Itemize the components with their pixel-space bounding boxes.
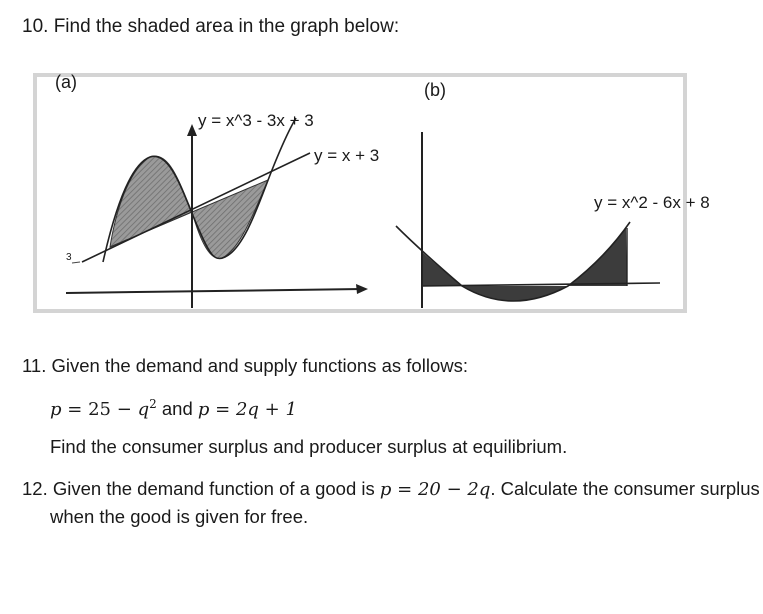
panel-a-axis-mark: 3 — [66, 252, 72, 263]
question-12-line2: when the good is given for free. — [50, 506, 309, 527]
question-11-instruction: Find the consumer surplus and producer surplus at equilibrium. — [50, 436, 568, 457]
supply-function: p = 2q + 1 — [197, 399, 297, 420]
panel-a-x-arrow — [356, 284, 368, 294]
panel-a-line-label: y = x + 3 — [314, 146, 380, 165]
question-12-text-before: 12. Given the demand function of a good is — [22, 478, 380, 499]
panel-a-y-arrow — [187, 124, 197, 136]
panel-a-shaded-left — [110, 156, 192, 247]
panel-a-x-axis — [66, 289, 362, 293]
question-11-functions — [50, 397, 297, 420]
question-12-text-after: . Calculate the consumer surplus — [490, 478, 760, 499]
and-word: and — [161, 398, 193, 419]
panel-b-graph — [396, 132, 660, 308]
panel-a-label: (a) — [55, 72, 77, 92]
panel-b-label: (b) — [424, 80, 446, 100]
question-10: 10. Find the shaded area in the graph below: — [22, 16, 400, 37]
question-12-formula: p = 20 − 2q — [379, 479, 491, 500]
panel-a-curve-label: y = x^3 - 3x + 3 — [198, 111, 314, 130]
panel-a-line — [82, 153, 310, 262]
panel-b-curve-label: y = x^2 - 6x + 8 — [594, 193, 710, 212]
question-11: 11. Given the demand and supply functions as follows: — [22, 355, 468, 376]
demand-function: $p = 25 - q^2$ — [50, 397, 157, 420]
question-12 — [22, 478, 760, 500]
panel-a-tick — [72, 262, 80, 263]
